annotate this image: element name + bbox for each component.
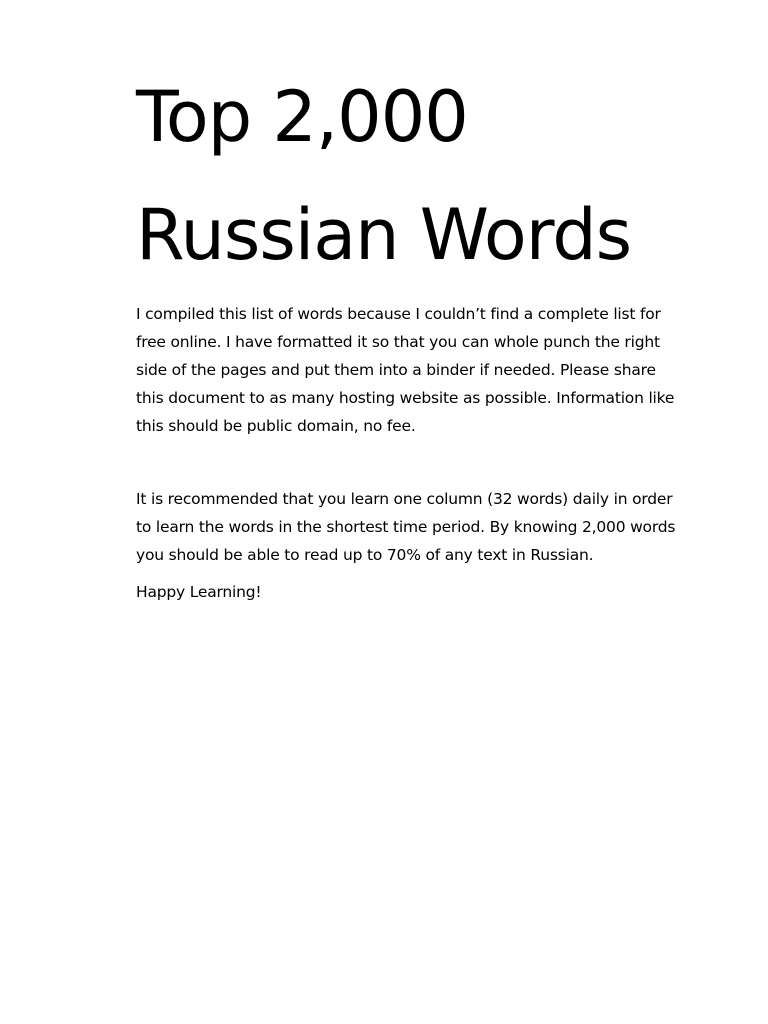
recommendation-line: you should be able to read up to 70% of any text in Russian. xyxy=(136,546,594,564)
title-line-1: Top 2,000 xyxy=(136,76,468,158)
intro-line: I compiled this list of words because I couldn’t find a complete list for xyxy=(136,305,661,323)
recommendation-line: to learn the words in the shortest time period. By knowing 2,000 words xyxy=(136,518,676,536)
recommendation-paragraph xyxy=(136,485,736,569)
intro-line: side of the pages and put them into a binder if needed. Please share xyxy=(136,361,656,379)
intro-line: this should be public domain, no fee. xyxy=(136,417,416,435)
closing-text: Happy Learning! xyxy=(136,583,262,601)
intro-line: free online. I have formatted it so that you can whole punch the right xyxy=(136,333,660,351)
title-line-2: Russian Words xyxy=(136,194,632,276)
recommendation-line: It is recommended that you learn one column (32 words) daily in order xyxy=(136,490,673,508)
page-title xyxy=(136,58,736,294)
intro-paragraph xyxy=(136,300,736,440)
intro-line: this document to as many hosting website as possible. Information like xyxy=(136,389,675,407)
